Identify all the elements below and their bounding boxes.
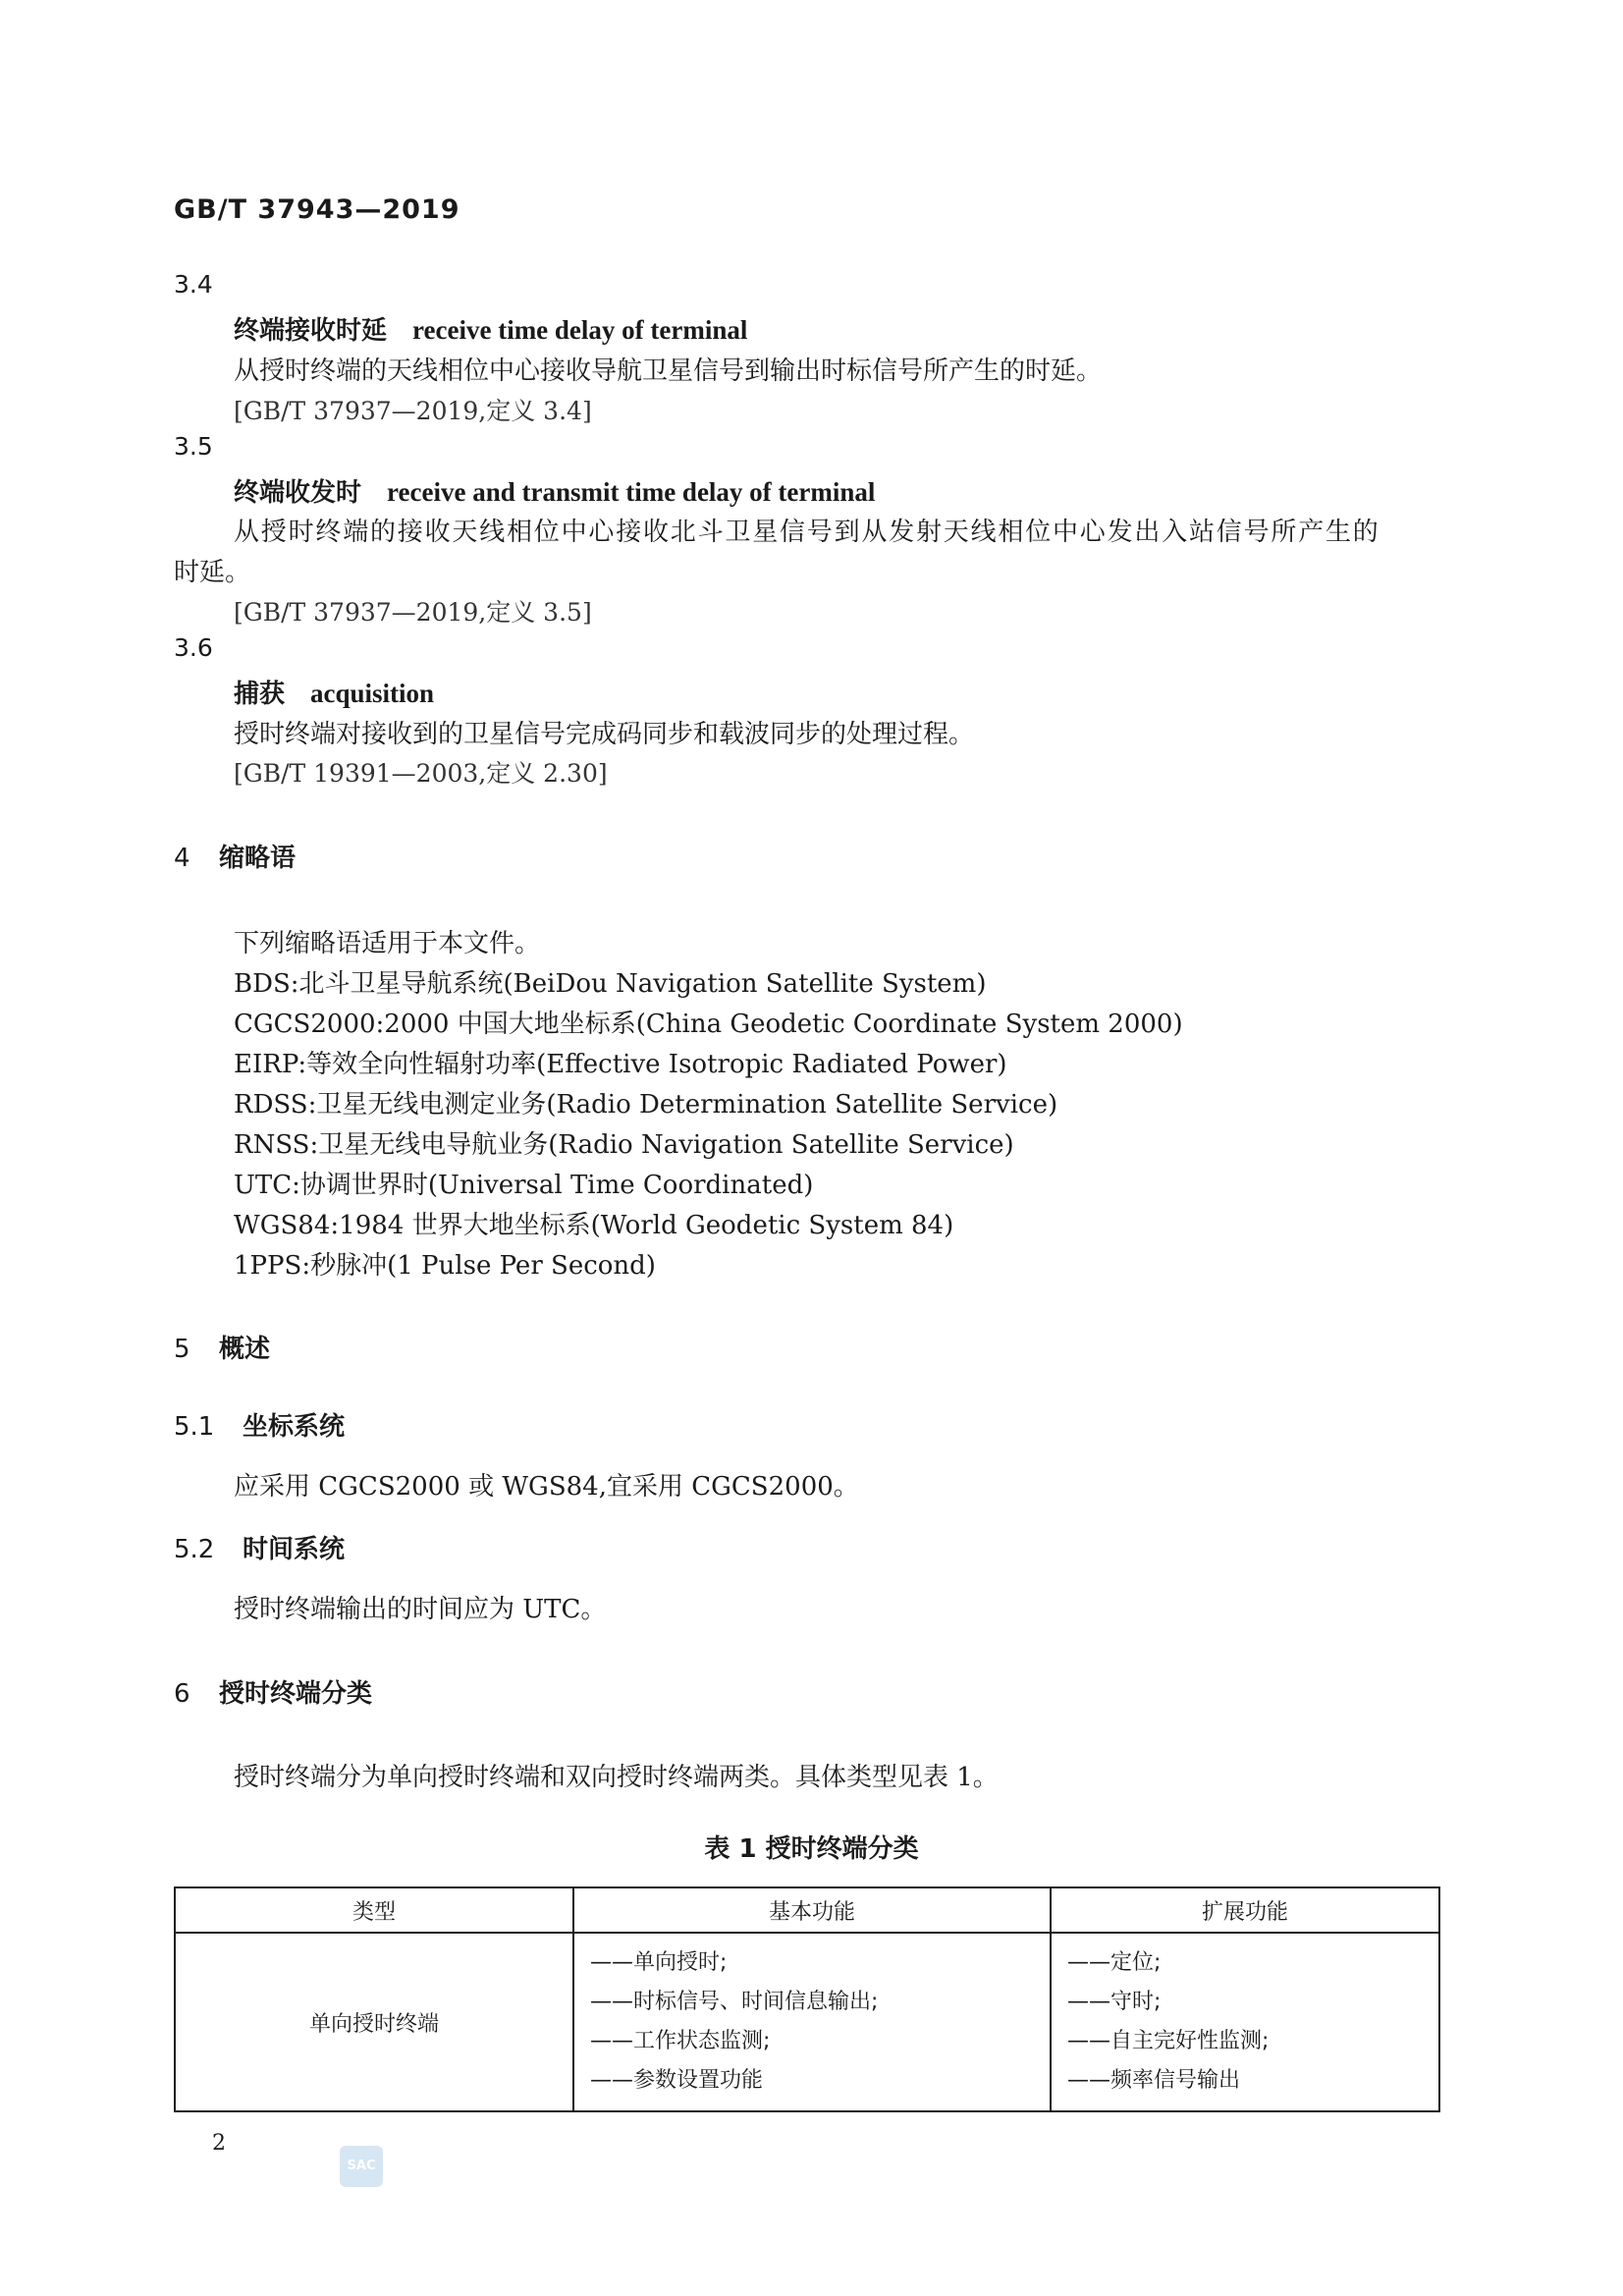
section-text: 授时终端分为单向授时终端和双向授时终端两类。具体类型见表 1。 [234, 1763, 999, 1792]
term-definition-continued: 时延。 [174, 558, 251, 587]
function-item: ——守时; [1067, 1990, 1162, 2014]
term-name-en: acquisition [310, 679, 435, 708]
term-definition: 授时终端对接收到的卫星信号完成码同步和载波同步的处理过程。 [234, 720, 975, 749]
standard-code: GB/T 37943—2019 [174, 194, 460, 225]
subsection-text: 应采用 CGCS2000 或 WGS84,宜采用 CGCS2000。 [234, 1472, 859, 1502]
abbreviation-item: BDS:北斗卫星导航系统(BeiDou Navigation Satellite System) [234, 969, 987, 999]
table-caption: 表 1 授时终端分类 [704, 1834, 919, 1864]
function-item: ——工作状态监测; [590, 2029, 771, 2053]
sac-logo: SAC [340, 2146, 383, 2187]
term-title [234, 310, 747, 347]
function-item: ——单向授时; [590, 1950, 728, 1975]
subsection-title: 时间系统 [243, 1535, 346, 1564]
term-source: [GB/T 37937—2019,定义 3.5] [234, 598, 592, 627]
table-cell-basic [573, 1933, 1051, 2111]
abbreviation-item: 1PPS:秒脉冲(1 Pulse Per Second) [234, 1251, 656, 1281]
function-item: ——频率信号输出 [1067, 2068, 1241, 2093]
subsection-number: 5.2 [174, 1535, 215, 1564]
term-definition: 从授时终端的天线相位中心接收导航卫星信号到输出时标信号所产生的时延。 [234, 356, 1103, 386]
section-number: 4 [174, 844, 190, 873]
subsection-text: 授时终端输出的时间应为 UTC。 [234, 1595, 607, 1624]
table-header-row [175, 1887, 1439, 1933]
term-name-zh: 终端接收时延 [234, 316, 388, 346]
term-number: 3.4 [174, 270, 213, 299]
abbreviation-item: WGS84:1984 世界大地坐标系(World Geodetic System 84) [234, 1211, 954, 1240]
section-heading [174, 1673, 372, 1710]
subsection-heading [174, 1529, 345, 1565]
term-source: [GB/T 19391—2003,定义 2.30] [234, 759, 608, 788]
section-heading [174, 838, 296, 874]
table-header: 扩展功能 [1051, 1887, 1439, 1933]
table-header: 基本功能 [573, 1887, 1051, 1933]
term-number: 3.5 [174, 432, 213, 461]
term-name-zh: 终端收发时 [234, 478, 362, 508]
function-item: ——时标信号、时间信息输出; [590, 1990, 879, 2014]
term-name-en: receive time delay of terminal [412, 315, 748, 345]
section-number: 5 [174, 1335, 190, 1364]
term-name-en: receive and transmit time delay of terminal [387, 477, 876, 507]
abbreviation-item: CGCS2000:2000 中国大地坐标系(China Geodetic Coordinate System 2000) [234, 1010, 1183, 1039]
table-cell-type: 单向授时终端 [175, 1933, 573, 2111]
section-heading [174, 1329, 270, 1365]
table-cell-extended [1051, 1933, 1439, 2111]
classification-table [174, 1886, 1440, 2112]
abbreviation-item: UTC:协调世界时(Universal Time Coordinated) [234, 1171, 814, 1200]
abbreviation-item: RDSS:卫星无线电测定业务(Radio Determination Satellite Service) [234, 1090, 1058, 1120]
term-title [234, 674, 434, 710]
abbreviation-intro: 下列缩略语适用于本文件。 [234, 929, 541, 958]
function-item: ——定位; [1067, 1950, 1162, 1975]
section-title: 授时终端分类 [219, 1679, 373, 1709]
function-item: ——自主完好性监测; [1067, 2029, 1270, 2053]
section-number: 6 [174, 1679, 190, 1709]
section-title: 缩略语 [219, 844, 297, 873]
term-title [234, 472, 875, 509]
function-item: ——参数设置功能 [590, 2068, 764, 2093]
abbreviation-item: RNSS:卫星无线电导航业务(Radio Navigation Satellite Service) [234, 1130, 1014, 1160]
table-header: 类型 [175, 1887, 573, 1933]
table-row [175, 1933, 1439, 2111]
subsection-title: 坐标系统 [243, 1412, 346, 1442]
subsection-heading [174, 1406, 345, 1443]
section-title: 概述 [219, 1335, 271, 1364]
term-definition: 从授时终端的接收天线相位中心接收北斗卫星信号到从发射天线相位中心发出入站信号所产生的 [234, 518, 1380, 547]
term-number: 3.6 [174, 633, 213, 662]
abbreviation-item: EIRP:等效全向性辐射功率(Effective Isotropic Radiated Power) [234, 1050, 1007, 1079]
subsection-number: 5.1 [174, 1412, 215, 1442]
term-name-zh: 捕获 [234, 680, 286, 709]
page-number: 2 [212, 2131, 226, 2156]
term-source: [GB/T 37937—2019,定义 3.4] [234, 397, 592, 425]
